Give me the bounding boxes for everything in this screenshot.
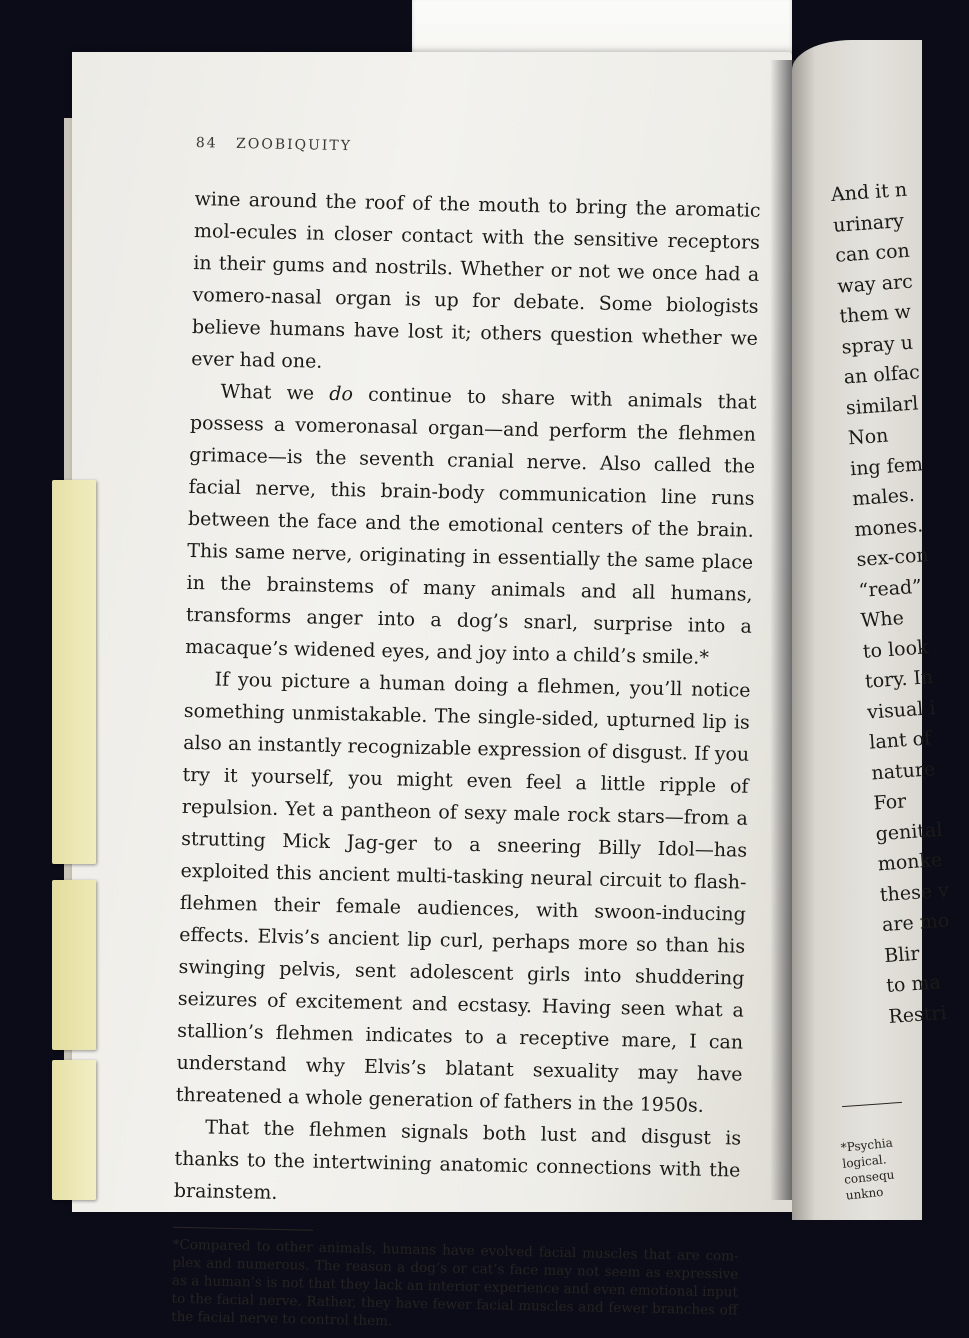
right-footnote-line: consequ <box>843 1167 895 1187</box>
right-footnote-line: unkno <box>845 1184 885 1203</box>
right-page-line: urinary <box>832 209 905 237</box>
right-page-line: are mo <box>881 909 950 937</box>
paragraph: wine around the roof of the mouth to bring the aromatic mol-ecules in closer contact with the sensitive receptors in their gums and nostrils. Whether or not we once had a vomero-nasal organ is up for debate. Some biologists believe humans have lost it; others question whether we ever had one. <box>191 187 761 373</box>
sticky-note-tab <box>52 880 96 1050</box>
right-page-line: spray u <box>840 331 914 359</box>
right-page-line: nature <box>870 757 936 785</box>
right-page-line: sex-con <box>855 544 930 572</box>
footnote-text: *Compared to other animals, humans have evolved facial muscles that are com-plex and numerous. The reason a dog’s or cat’s face may not seem as expressive as a human’s is not that they lack an interior experience and even emotional input to the facial nerve. Rather, they have fewer facial muscles and fewer branches off the facial nerve to control them. <box>171 1236 739 1330</box>
right-page-line: Whe <box>860 606 905 632</box>
right-page-line: genital <box>874 818 944 845</box>
footnote-rule <box>173 1227 313 1231</box>
right-page-line: males. <box>851 483 916 511</box>
right-page-line: an olfac <box>843 361 921 389</box>
emphasis: do <box>329 382 354 406</box>
right-page-line: “read” <box>857 575 923 602</box>
right-page-line: these v <box>879 878 950 906</box>
right-page-line: For <box>872 790 907 815</box>
sticky-note-tab <box>52 480 96 864</box>
right-footnote-line: logical. <box>841 1152 888 1171</box>
right-page-line: lant of <box>868 727 932 754</box>
right-page-line: tory. In <box>864 666 934 693</box>
sticky-note-tab <box>52 1060 96 1200</box>
paragraph: That the flehmen signals both lust and disgust is thanks to the intertwining anatomic connections with the brainstem. <box>173 1116 742 1204</box>
page-content <box>171 135 762 1338</box>
footnote <box>171 1236 739 1338</box>
paragraph <box>185 375 757 675</box>
right-page-line: to look <box>862 635 930 663</box>
right-page-line: similarl <box>845 391 920 419</box>
book-title: ZOOBIQUITY <box>235 135 353 155</box>
paragraph-lead: What we <box>220 380 330 405</box>
right-page-line: way arc <box>836 270 914 298</box>
right-page-line: to ma <box>885 971 942 998</box>
paragraph: If you picture a human doing a flehmen, you’ll notice something unmistakable. The single-sided, upturned lip is also an instantly recognizable expression of disgust. If you try it yourself, you might even feel a little ripple of repulsion. Yet a pantheon of sexy male rock stars—from a strutting Mick Jag-ger to a sneering Billy Idol—has exploited this ancient multi-tasking neural circuit to flash-flehmen their female audiences, with swoon-inducing effects. Elvis’s ancient lip curl, perhaps more so than his swinging pelvis, sent adolescent girls into shuddering seizures of excitement and ecstasy. Having seen what a stallion’s flehmen indicates to a receptive mare, I can understand why Elvis’s blatant sexuality may have threatened a whole generation of fathers in the 1950s. <box>175 668 751 1117</box>
paragraph-rest: continue to share with animals that possess a vomeronasal organ—and perform the flehmen grimace—is the seventh cranial nerve. Also called the facial nerve, this brain-body communication line runs between the face and the emotional centers of the brain. This same nerve, originating in essentially the same place in the brainstems of many animals and all humans, transforms anger into a dog’s snarl, surprise into a macaque’s widened eyes, and joy into a child’s smile.* <box>185 383 757 669</box>
right-page-line: can con <box>834 239 911 267</box>
right-page-line: visual i <box>866 696 937 724</box>
body-text <box>174 183 761 1219</box>
right-page-line: them w <box>838 300 912 328</box>
right-page-line: Blir <box>883 942 921 967</box>
page-number: 84 <box>195 135 218 152</box>
right-page-footnote <box>840 1134 906 1204</box>
right-footnote-line: *Psychia <box>840 1135 894 1155</box>
right-page-line: And it n <box>830 178 908 206</box>
right-page-line: Non <box>847 424 890 450</box>
right-page-line: Restri <box>887 1001 948 1028</box>
right-page-line: ing fem <box>849 452 924 480</box>
right-page-line: monke <box>877 848 943 876</box>
right-page-line: mones. <box>853 513 924 541</box>
